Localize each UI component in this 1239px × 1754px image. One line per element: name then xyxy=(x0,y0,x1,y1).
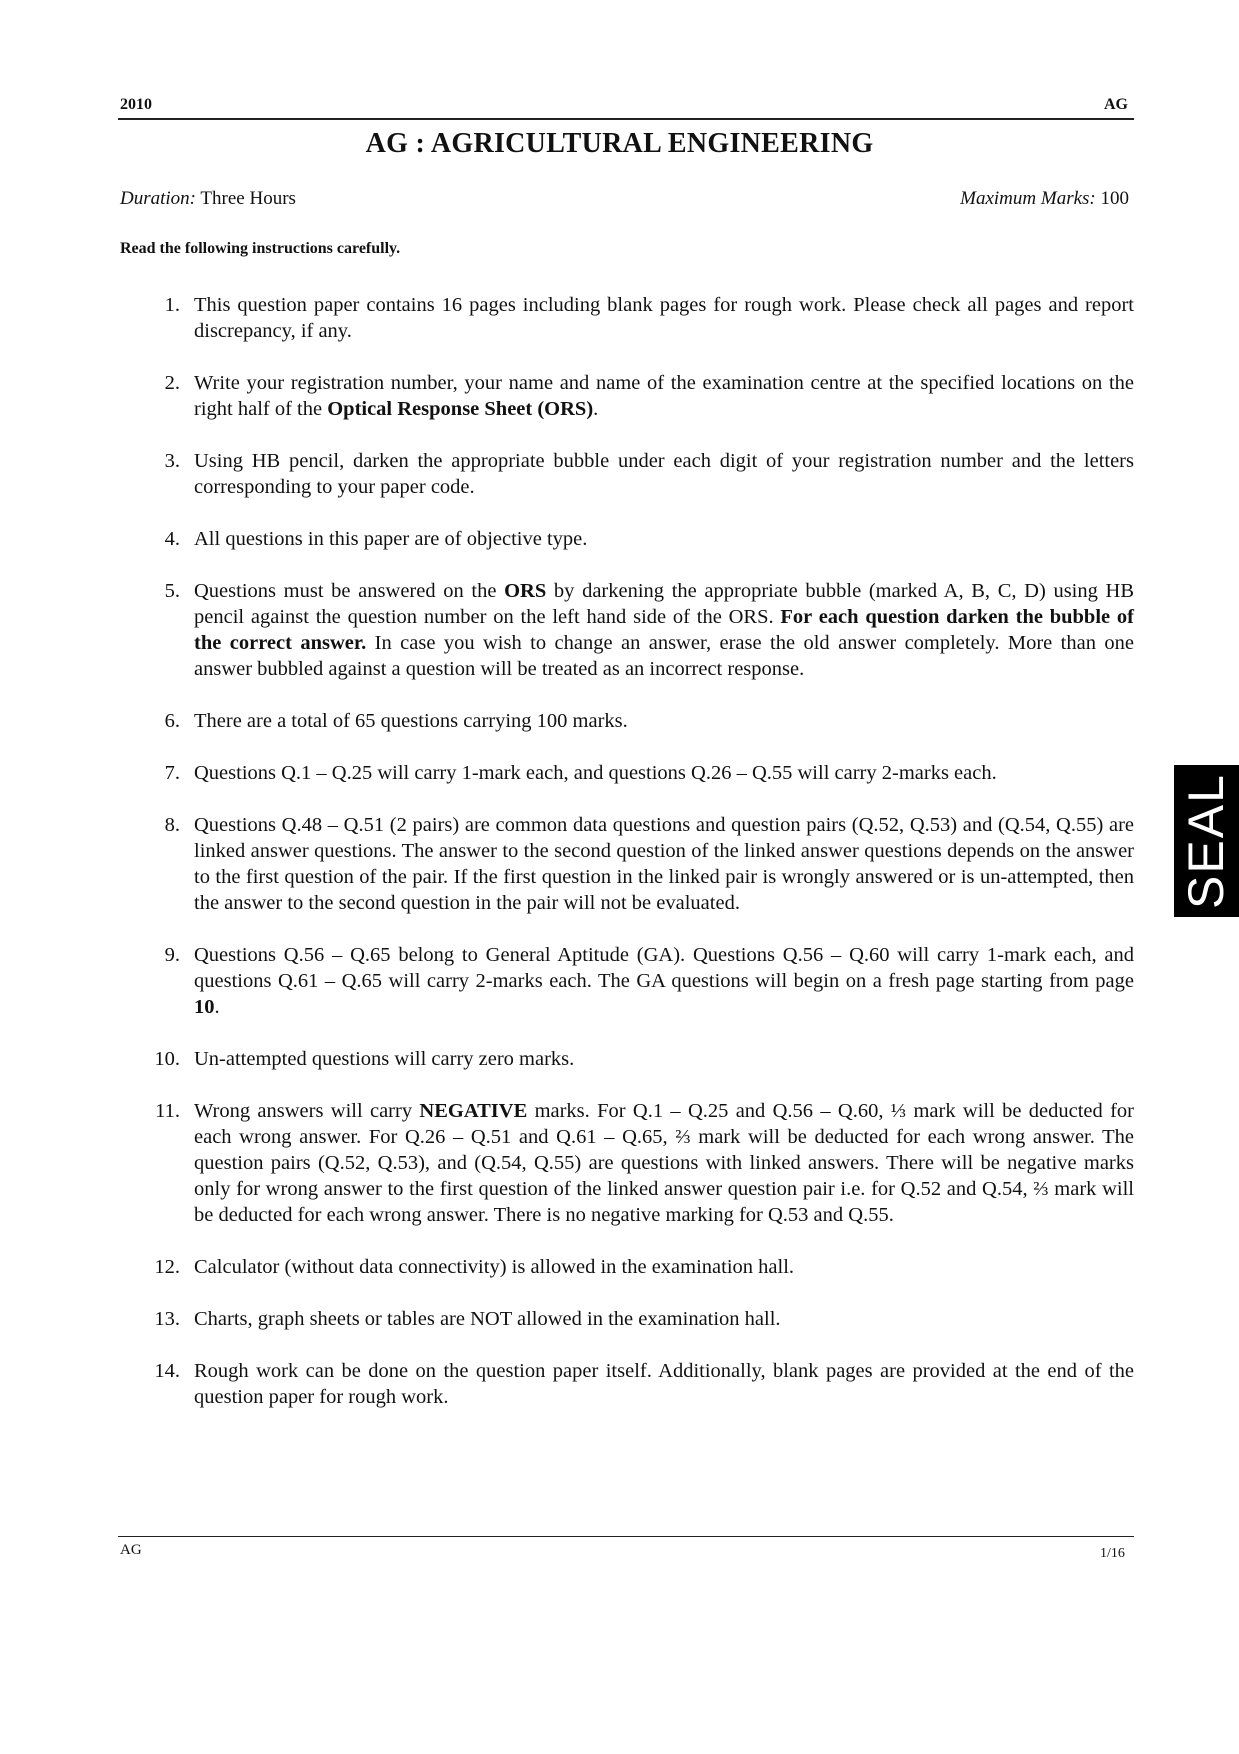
footer-rule xyxy=(118,1536,1134,1537)
instruction-number: 11. xyxy=(155,1100,180,1122)
instruction-item xyxy=(150,1046,1134,1072)
instruction-item xyxy=(150,1358,1134,1410)
instruction-item xyxy=(150,526,1134,552)
instruction-text-run: Questions Q.48 – Q.51 (2 pairs) are common data questions and question pairs (Q.52, Q.53) and (Q.54, Q.55) are linked answer questions. The answer to the second question of the linked answer questions depends on the answer to the first question of the pair. If the first question in the linked pair is wrongly answered or is un-attempted, then the answer to the second question in the pair will not be evaluated. xyxy=(194,814,1134,914)
instruction-number: 4. xyxy=(164,528,180,550)
instruction-number: 10. xyxy=(154,1048,180,1070)
instruction-text xyxy=(194,450,1134,498)
duration xyxy=(120,188,296,210)
instruction-number: 9. xyxy=(164,944,180,966)
page-number: 1/16 xyxy=(1100,1546,1125,1561)
instruction-text xyxy=(194,814,1134,914)
instruction-text xyxy=(194,1100,1134,1226)
instruction-bold-text: Optical Response Sheet (ORS) xyxy=(327,398,594,420)
instruction-text-run: All questions in this paper are of objective type. xyxy=(194,528,588,550)
instruction-text-run: Charts, graph sheets or tables are NOT allowed in the examination hall. xyxy=(194,1308,781,1330)
instruction-text-run: Using HB pencil, darken the appropriate bubble under each digit of your registration number and the letters corresponding to your paper code. xyxy=(194,450,1134,498)
instruction-item xyxy=(150,812,1134,916)
instructions-list xyxy=(150,292,1134,1436)
instruction-text xyxy=(194,1308,781,1330)
instruction-text-run: Questions Q.56 – Q.65 belong to General Aptitude (GA). Questions Q.56 – Q.60 will carry 1-mark each, and questions Q.61 – Q.65 will carry 2-marks each. The GA questions will begin on a fresh page starting from page xyxy=(194,944,1134,992)
instruction-item xyxy=(150,1098,1134,1228)
instruction-text-run: Questions must be answered on the xyxy=(194,580,505,602)
header-rule xyxy=(118,118,1134,120)
page-title: AG : AGRICULTURAL ENGINEERING xyxy=(365,128,874,159)
instruction-item xyxy=(150,1254,1134,1280)
instruction-bold-text: NEGATIVE xyxy=(419,1100,528,1122)
instruction-text-run: In case you wish to change an answer, erase the old answer completely. More than one answer bubbled against a question will be treated as an incorrect response. xyxy=(194,632,1134,680)
footer-paper-code: AG xyxy=(120,1542,142,1558)
instruction-text-run: . xyxy=(593,398,599,420)
header-paper-code: AG xyxy=(1104,96,1128,113)
instruction-number: 6. xyxy=(164,710,180,732)
instruction-item xyxy=(150,292,1134,344)
instruction-item xyxy=(150,942,1134,1020)
instruction-number: 8. xyxy=(164,814,180,836)
marks-value: 100 xyxy=(1100,188,1129,209)
instruction-item xyxy=(150,1306,1134,1332)
instruction-text-run: Write your registration number, your name and name of the examination centre at the specified locations on the right half of the xyxy=(194,372,1134,420)
instruction-text-run: marks. For Q.1 – Q.25 and Q.56 – Q.60, ⅓ mark will be deducted for each wrong answer. For Q.26 – Q.51 and Q.61 – Q.65, ⅔ mark will be deducted for each wrong answer. The question pairs (Q.52, Q.53), and (Q.54, Q.55) are questions with linked answers. There will be negative marks only for wrong answer to the first question of the linked answer question pair i.e. for Q.52 and Q.54, ⅔ mark will be deducted for each wrong answer. There is no negative marking for Q.53 and Q.55. xyxy=(194,1100,1134,1226)
instruction-text-run: . xyxy=(214,996,220,1018)
instruction-number: 12. xyxy=(154,1256,180,1278)
instruction-text-run: There are a total of 65 questions carrying 100 marks. xyxy=(194,710,628,732)
instruction-number: 2. xyxy=(164,372,180,394)
instruction-item xyxy=(150,578,1134,682)
instruction-text xyxy=(194,1256,794,1278)
instruction-text xyxy=(194,294,1134,342)
instruction-number: 3. xyxy=(164,450,180,472)
instruction-text-run: Calculator (without data connectivity) is allowed in the examination hall. xyxy=(194,1256,795,1278)
instruction-number: 5. xyxy=(164,580,180,602)
duration-label: Duration: xyxy=(120,188,196,209)
instruction-number: 13. xyxy=(154,1308,180,1330)
instructions-heading: Read the following instructions carefully. xyxy=(120,240,401,257)
instruction-text xyxy=(194,1360,1134,1408)
instruction-text-run: Rough work can be done on the question paper itself. Additionally, blank pages are provided at the end of the question paper for rough work. xyxy=(194,1360,1134,1408)
instruction-item xyxy=(150,370,1134,422)
instruction-text xyxy=(194,944,1134,1018)
marks-label: Maximum Marks: xyxy=(960,188,1096,209)
instruction-text xyxy=(194,1048,574,1070)
instruction-text-run: by darkening the appropriate bubble (marked A, B, C, D) using HB pencil against the question number on the left hand side of the ORS. xyxy=(194,580,1135,628)
instruction-text xyxy=(194,710,628,732)
instruction-bold-text: For each question darken the bubble of the correct answer. xyxy=(194,606,1134,654)
header-year: 2010 xyxy=(120,96,152,113)
instruction-text xyxy=(194,528,587,550)
duration-value: Three Hours xyxy=(200,188,296,209)
instruction-text xyxy=(194,762,997,784)
instruction-item xyxy=(150,760,1134,786)
instruction-text-run: This question paper contains 16 pages including blank pages for rough work. Please check all pages and report discrepancy, if any. xyxy=(194,294,1134,342)
instruction-item xyxy=(150,448,1134,500)
instruction-number: 14. xyxy=(154,1360,180,1382)
instruction-text-run: Un-attempted questions will carry zero marks. xyxy=(194,1048,575,1070)
instruction-number: 1. xyxy=(164,294,180,316)
instruction-bold-text: 10 xyxy=(194,996,215,1018)
instruction-bold-text: ORS xyxy=(504,580,547,602)
instruction-text xyxy=(194,580,1134,680)
instruction-text-run: Questions Q.1 – Q.25 will carry 1-mark each, and questions Q.26 – Q.55 will carry 2-marks each. xyxy=(194,762,997,784)
instruction-number: 7. xyxy=(164,762,180,784)
instruction-item xyxy=(150,708,1134,734)
seal-label: SEAL xyxy=(1178,773,1234,909)
maximum-marks xyxy=(960,188,1129,210)
instruction-text-run: Wrong answers will carry xyxy=(194,1100,420,1122)
instruction-text xyxy=(194,372,1134,420)
seal-tab xyxy=(1174,765,1239,917)
